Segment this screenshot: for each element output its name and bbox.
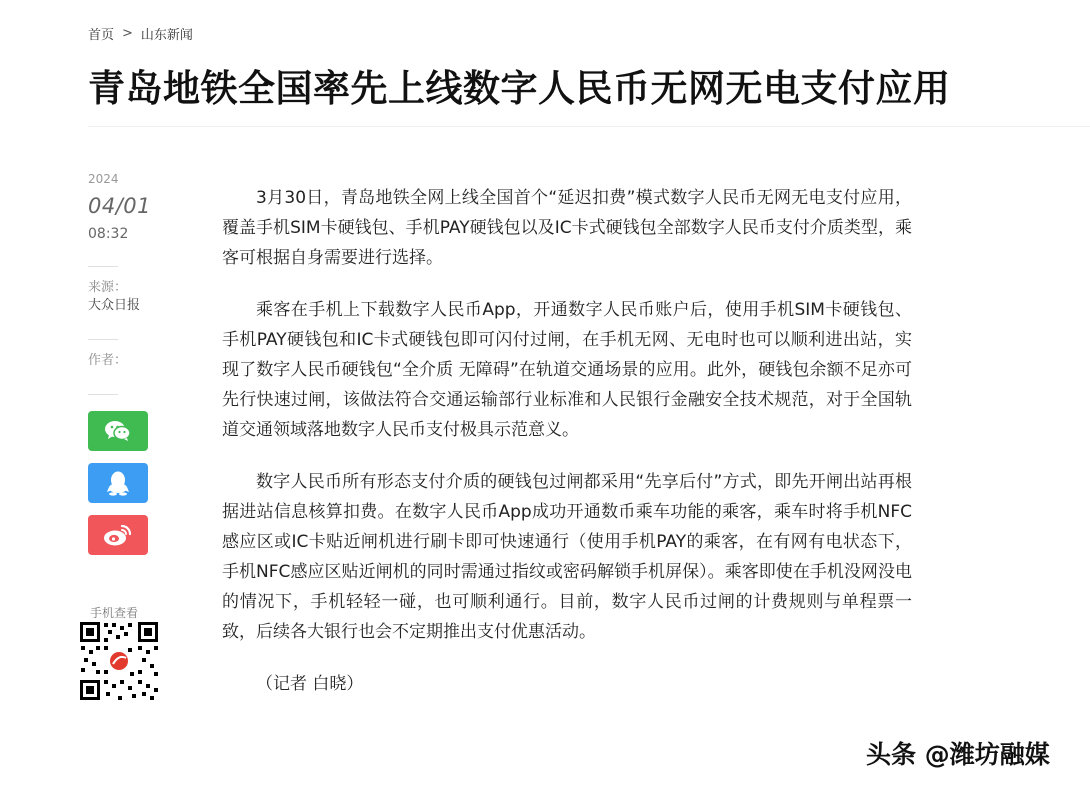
- wechat-icon: [104, 419, 132, 443]
- share-wechat-button[interactable]: [88, 411, 148, 451]
- article-paragraph: 乘客在手机上下载数字人民币App，开通数字人民币账户后，使用手机SIM卡硬钱包、手机PAY硬钱包和IC卡式硬钱包即可闪付过闸，在手机无网、无电时也可以顺利进出站，实现了数字人民币硬钱包“全介质 无障碍”在轨道交通场景的应用。此外，硬钱包余额不足亦可先行快速过闸，该做法符合交通运输部行业标准和人民银行金融安全技术规范，对于全国轨道交通领域落地数字人民币支付极具示范意义。: [222, 300, 912, 440]
- page-title: 青岛地铁全国率先上线数字人民币无网无电支付应用: [88, 67, 951, 110]
- breadcrumb: [88, 24, 193, 43]
- weibo-icon: [103, 523, 133, 547]
- breadcrumb-separator: >: [122, 26, 133, 41]
- meta-divider: [88, 339, 118, 340]
- meta-divider: [88, 394, 118, 395]
- share-qq-button[interactable]: [88, 463, 148, 503]
- title-divider: [88, 126, 1090, 127]
- source-value: 大众日报: [88, 298, 141, 313]
- article-paragraph: 3月30日，青岛地铁全网上线全国首个“延迟扣费”模式数字人民币无网无电支付应用，覆盖手机SIM卡硬钱包、手机PAY硬钱包以及IC卡式硬钱包全部数字人民币支付介质类型，乘客可根据自身需要进行选择。: [222, 188, 912, 268]
- breadcrumb-section-link[interactable]: 山东新闻: [140, 28, 193, 43]
- publish-time: 08:32: [88, 226, 129, 242]
- breadcrumb-home-link[interactable]: 首页: [88, 28, 115, 43]
- publish-date: 04/01: [88, 194, 152, 218]
- article-paragraph: 数字人民币所有形态支付介质的硬钱包过闸都采用“先享后付”方式，即先开闸出站再根据进站信息核算扣费。在数字人民币App成功开通数币乘车功能的乘客，乘车时将手机NFC感应区或IC卡贴近闸机进行刷卡即可快速通行（使用手机PAY的乘客，在有网有电状态下，手机NFC感应区贴近闸机的同时需通过指纹或密码解锁手机屏保）。乘客即使在手机没网没电的情况下，手机轻轻一碰，也可顺利通行。目前，数字人民币过闸的计费规则与单程票一致，后续各大银行也会不定期推出支付优惠活动。: [222, 472, 912, 642]
- article-body: [222, 183, 912, 721]
- publish-year: 2024: [88, 172, 119, 186]
- watermark-text: 头条 @潍坊融媒: [866, 740, 1050, 769]
- qq-penguin-icon: [107, 470, 129, 496]
- qr-label: 手机查看: [90, 606, 139, 620]
- qr-code-image[interactable]: [78, 620, 160, 702]
- share-weibo-button[interactable]: [88, 515, 148, 555]
- source-label: 来源：: [88, 280, 128, 295]
- article-meta: [88, 172, 158, 407]
- meta-divider: [88, 266, 118, 267]
- reporter-credit: （记者 白晓）: [256, 674, 364, 694]
- author-label: 作者：: [88, 353, 128, 368]
